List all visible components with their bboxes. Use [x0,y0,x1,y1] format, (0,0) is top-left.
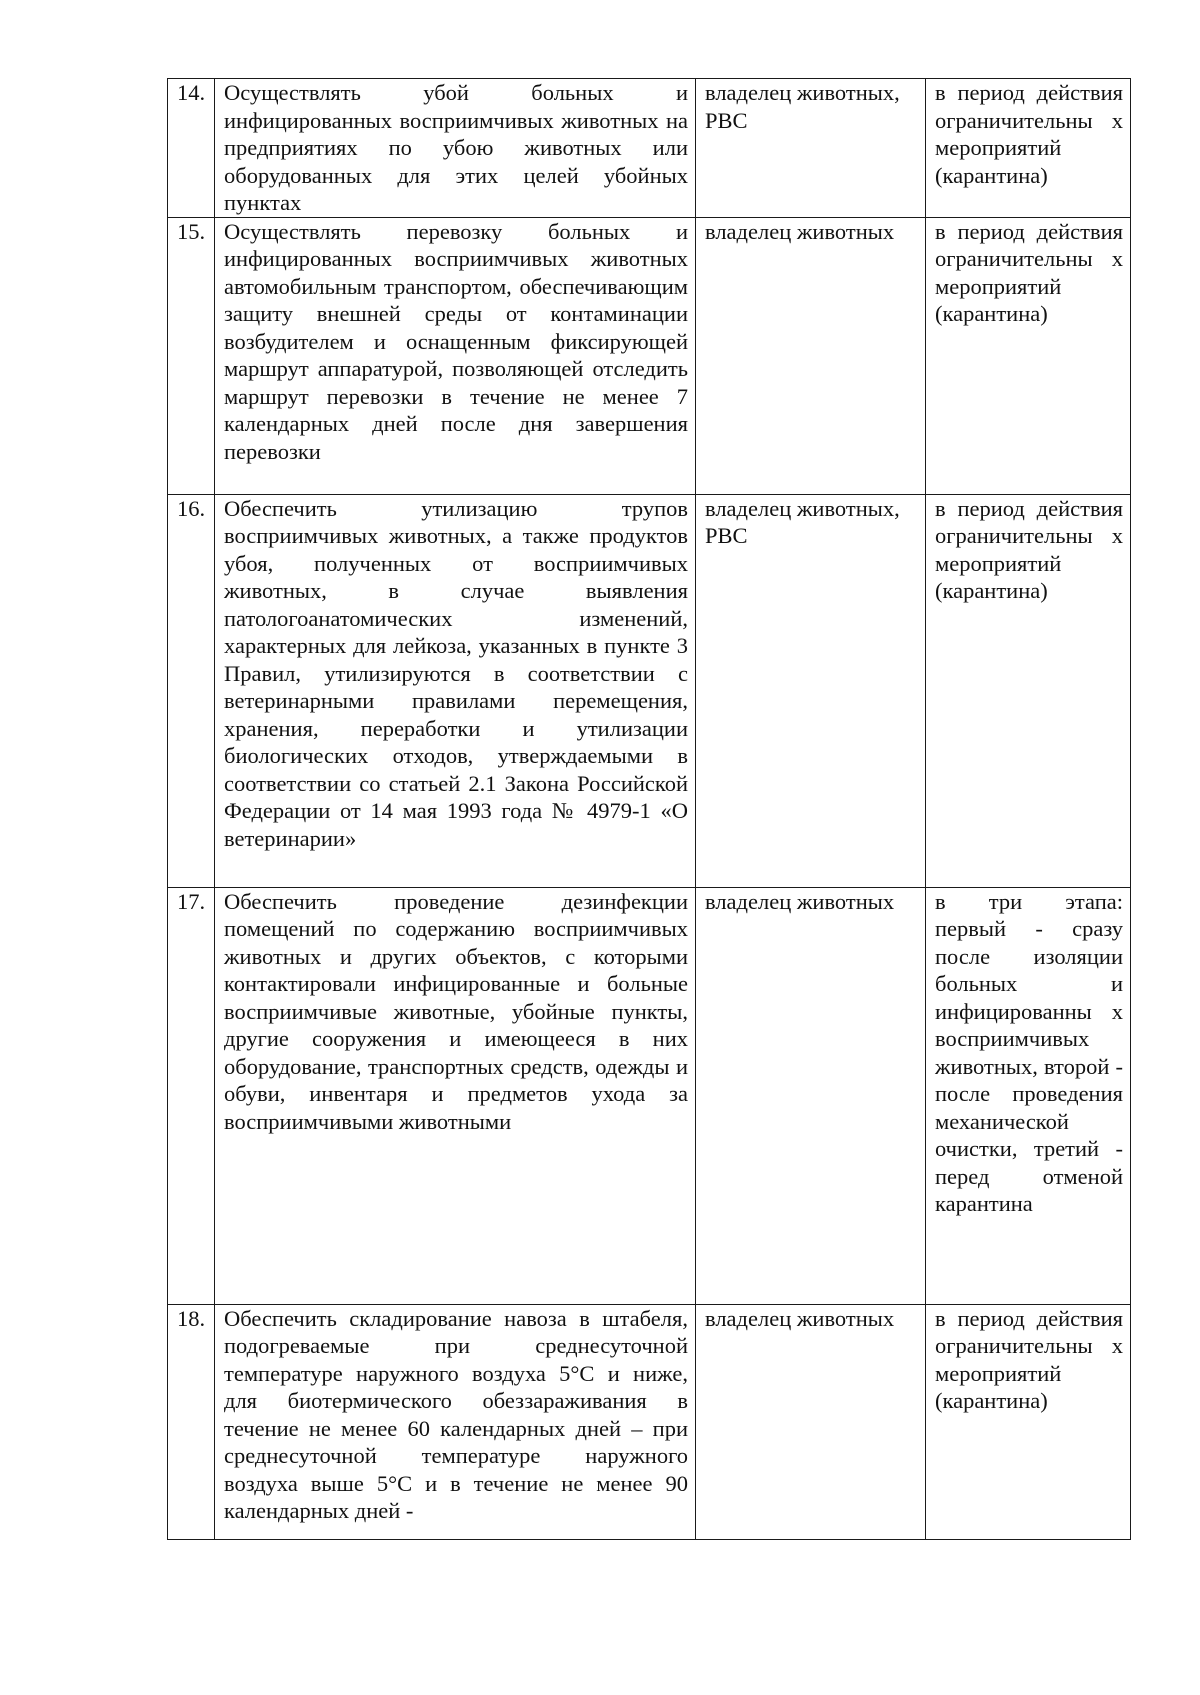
row-responsible: владелец животных, РВС [696,494,926,887]
row-term: в период действия ограничительны х мероприятий (карантина) [926,1304,1131,1539]
row-responsible: владелец животных [696,887,926,1304]
row-action: Обеспечить складирование навоза в штабеля, подогреваемые при среднесуточной температуре наружного воздуха 5°С и ниже, для биотермического обеззараживания в течение не менее 60 календарных дней – при среднесуточной температуре наружного воздуха выше 5°С и в течение не менее 90 календарных дней - [215,1304,696,1539]
row-term: в период действия ограничительны х мероприятий (карантина) [926,494,1131,887]
row-action: Обеспечить утилизацию трупов восприимчивых животных, а также продуктов убоя, полученных от восприимчивых животных, в случае выявления патологоанатомических изменений, характерных для лейкоза, указанных в пункте 3 Правил, утилизируются в соответствии с ветеринарными правилами перемещения, хранения, переработки и утилизации биологических отходов, утверждаемыми в соответствии со статьей 2.1 Закона Российской Федерации от 14 мая 1993 года № 4979-1 «О ветеринарии» [215,494,696,887]
row-action: Обеспечить проведение дезинфекции помещений по содержанию восприимчивых животных и других объектов, с которыми контактировали инфицированные и больные восприимчивые животные, убойные пункты, другие сооружения и имеющееся в них оборудование, транспортных средств, одежды и обуви, инвентаря и предметов ухода за восприимчивыми животными [215,887,696,1304]
row-action: Осуществлять убой больных и инфицированных восприимчивых животных на предприятиях по убою животных или оборудованных для этих целей убойных пунктах [215,79,696,218]
measures-table [167,78,1131,1540]
table-row [168,1304,1131,1539]
row-number: 16. [168,494,215,887]
row-term: в три этапа: первый - сразу после изоляции больных и инфицированны х восприимчивых животных, второй - после проведения механической очистки, третий - перед отменой карантина [926,887,1131,1304]
row-number: 15. [168,217,215,494]
row-responsible: владелец животных [696,217,926,494]
row-number: 18. [168,1304,215,1539]
row-responsible: владелец животных, РВС [696,79,926,218]
table-row [168,494,1131,887]
row-action: Осуществлять перевозку больных и инфицированных восприимчивых животных автомобильным транспортом, обеспечивающим защиту внешней среды от контаминации возбудителем и оснащенным фиксирующей маршрут аппаратурой, позволяющей отследить маршрут перевозки в течение не менее 7 календарных дней после дня завершения перевозки [215,217,696,494]
row-number: 14. [168,79,215,218]
table-row [168,79,1131,218]
table-row [168,217,1131,494]
row-number: 17. [168,887,215,1304]
row-term: в период действия ограничительны х мероприятий (карантина) [926,79,1131,218]
row-term: в период действия ограничительны х мероприятий (карантина) [926,217,1131,494]
table-row [168,887,1131,1304]
row-responsible: владелец животных [696,1304,926,1539]
